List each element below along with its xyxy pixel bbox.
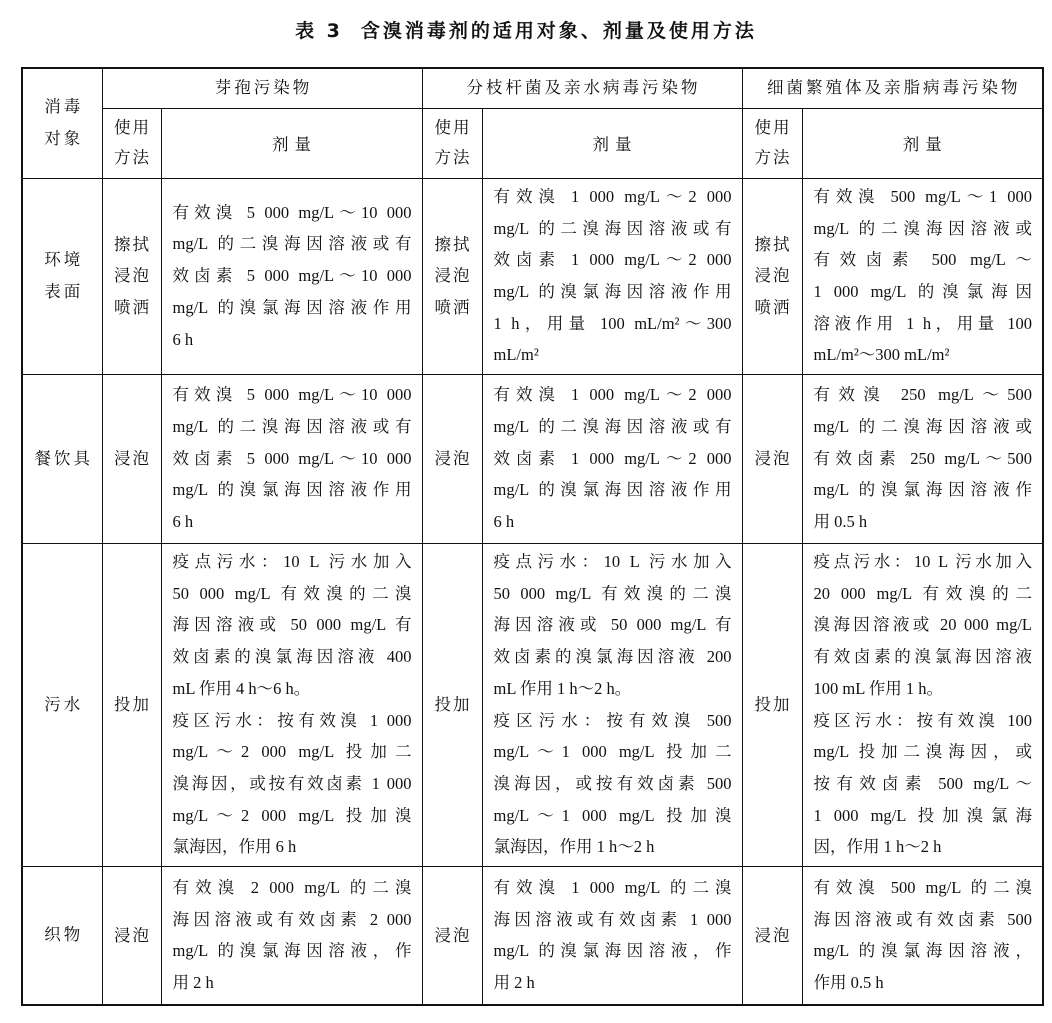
header-group-bacteria-lipophilic-virus: 细菌繁殖体及亲脂病毒污染物 [742, 68, 1043, 108]
dosage-text-line: 20 000 mg/L 有效溴的二 [813, 583, 1032, 603]
dosage-text-line: 有效溴 1 000 mg/L～2 000 [493, 186, 732, 206]
usage-method-cell-bacteria-lipophilic-virus [742, 178, 802, 374]
dosage-text-line: 有效溴 500 mg/L～1 000 [813, 186, 1032, 206]
dosage-text-line: 海因溶液或 50 000 mg/L 有 [172, 615, 412, 635]
dosage-text-line: 有效溴 2 000 mg/L 的二溴 [172, 877, 412, 897]
disinfection-object-text: 污水 [44, 694, 84, 714]
dosage-text-line: mg/L 的二溴海因溶液或有 [493, 416, 732, 436]
table-row [22, 374, 1043, 543]
dosage-text-line: 有效卤素的溴氯海因溶液 [813, 647, 1032, 667]
usage-method-cell-spore [102, 374, 161, 543]
header-method-label-line: 方法 [434, 148, 472, 167]
dosage-paragraph [173, 546, 412, 705]
disinfection-object-text: 织物 [44, 925, 84, 945]
disinfection-object-text: 表面 [44, 282, 84, 301]
dosage-text-line: 效卤素的溴氯海因溶液 400 [172, 647, 412, 667]
dosage-text-line: mg/L 的溴氯海因溶液， [813, 941, 1032, 961]
dosage-text-line: mg/L 的二溴海因溶液或有 [172, 234, 412, 254]
dosage-text-line: mg/L～1 000 mg/L 投加二 [493, 742, 732, 762]
dosage-text-line: 作用 0.5 h [813, 972, 884, 992]
dosage-text-line: mg/L～2 000 mg/L 投加溴 [172, 805, 412, 825]
dosage-paragraph [814, 546, 1033, 705]
usage-method-cell-spore [102, 178, 161, 374]
dosage-text-line: 效卤素 5 000 mg/L～10 000 [172, 266, 412, 286]
header-group-mycobacteria-hydrophilic-virus: 分枝杆菌及亲水病毒污染物 [422, 68, 742, 108]
usage-method-text: 浸泡 [114, 925, 151, 945]
usage-method-text: 喷洒 [754, 297, 792, 317]
usage-method-text: 浸泡 [754, 266, 792, 286]
disinfection-object-text: 环境 [44, 250, 84, 269]
dosage-text-line: 疫区污水：按有效溴 100 [813, 710, 1032, 730]
usage-method-cell-mycobacteria-hydrophilic-virus [422, 374, 482, 543]
dosage-text-line: 6 h [493, 512, 515, 532]
header-method-label-line: 使用 [114, 118, 151, 137]
dosage-text-line: mg/L 的溴氯海因溶液作 [813, 480, 1032, 500]
dosage-text-line: mg/L 的二溴海因溶液或 [813, 218, 1032, 238]
dosage-text-line: mg/L 的溴氯海因溶液作用 [172, 297, 412, 317]
dosage-text-line: 溴海因，或按有效卤素 1 000 [172, 773, 412, 793]
dosage-text-line: 50 000 mg/L 有效溴的二溴 [172, 583, 412, 603]
table-row [22, 178, 1043, 374]
dosage-cell-bacteria-lipophilic-virus [802, 866, 1043, 1005]
header-group-spore: 芽孢污染物 [102, 68, 422, 108]
usage-method-text: 擦拭 [754, 234, 792, 254]
disinfection-object-cell [22, 866, 102, 1005]
dosage-text-line: 有效溴 1 000 mg/L～2 000 [493, 385, 732, 405]
dosage-text-line: 1 000 mg/L 的溴氯海因 [813, 282, 1032, 301]
header-method-label-line: 使用 [754, 118, 792, 137]
disinfection-object-cell [22, 178, 102, 374]
dosage-text-line: 疫点污水：10 L 污水加入 [172, 551, 412, 571]
table-row [22, 866, 1043, 1005]
header-usage-method [102, 108, 161, 178]
dosage-text-line: mg/L 的二溴海因溶液或 [813, 416, 1032, 436]
dosage-text-line: mg/L 的溴氯海因溶液作用 [172, 480, 412, 500]
dosage-text-line: 按有效卤素 500 mg/L～ [813, 773, 1032, 793]
dosage-text-line: mg/L～1 000 mg/L 投加溴 [493, 805, 732, 825]
usage-method-text: 浸泡 [114, 448, 151, 468]
table-caption [0, 17, 1052, 45]
table-row [22, 543, 1043, 866]
dosage-paragraph [173, 872, 412, 999]
dosage-text-line: 效卤素的溴氯海因溶液 200 [493, 647, 732, 667]
dosage-text-line: 1 000 mg/L 投加溴氯海 [813, 805, 1032, 825]
dosage-paragraph [814, 872, 1033, 999]
dosage-cell-bacteria-lipophilic-virus [802, 543, 1043, 866]
dosage-paragraph [173, 379, 412, 538]
dosage-cell-mycobacteria-hydrophilic-virus [482, 866, 742, 1005]
dosage-text-line: mg/L 的溴氯海因溶液，作 [172, 941, 412, 961]
dosage-paragraph [494, 181, 732, 371]
dosage-text-line: mL/m²～300 mL/m² [813, 345, 950, 365]
dosage-text-line: 用 2 h [172, 972, 214, 992]
usage-method-cell-bacteria-lipophilic-virus [742, 543, 802, 866]
usage-method-text: 浸泡 [434, 266, 472, 286]
dosage-text-line: mL 作用 1 h～2 h。 [493, 678, 632, 698]
header-method-label-line: 方法 [754, 148, 792, 167]
header-method-label-line: 方法 [114, 148, 151, 167]
dosage-paragraph [494, 872, 732, 999]
dosage-paragraph [173, 705, 412, 864]
table-number: 表 3 [295, 20, 343, 42]
usage-method-text: 擦拭 [434, 234, 472, 254]
dosage-text-line: mg/L 的溴氯海因溶液作用 [493, 480, 732, 500]
dosage-text-line: 用 2 h [493, 972, 535, 992]
dosage-text-line: 有效溴 250 mg/L～500 [813, 385, 1032, 405]
dosage-text-line: mg/L 投加二溴海因，或 [813, 742, 1032, 762]
header-method-label-line: 使用 [434, 118, 472, 137]
usage-method-cell-spore [102, 866, 161, 1005]
usage-method-text: 擦拭 [114, 234, 151, 254]
disinfection-object-text: 餐饮具 [34, 448, 93, 468]
dosage-text-line: 有效卤素 500 mg/L～ [813, 250, 1032, 270]
dosage-paragraph [814, 181, 1033, 371]
dosage-paragraph [814, 705, 1033, 864]
usage-method-text: 投加 [754, 694, 792, 714]
table-header [22, 68, 1043, 178]
dosage-text-line: mg/L 的溴氯海因溶液，作 [493, 941, 732, 961]
usage-method-text: 投加 [434, 694, 472, 714]
header-usage-method [742, 108, 802, 178]
dosage-text-line: 有效溴 5 000 mg/L～10 000 [172, 202, 412, 222]
dosage-text-line: mL 作用 4 h～6 h。 [172, 678, 311, 698]
dosage-paragraph [494, 546, 732, 705]
usage-method-text: 浸泡 [754, 925, 792, 945]
dosage-paragraph [494, 705, 732, 864]
dosage-text-line: 海因溶液或有效卤素 1 000 [493, 909, 732, 929]
dosage-cell-mycobacteria-hydrophilic-virus [482, 178, 742, 374]
dosage-text-line: 海因溶液或有效卤素 500 [813, 909, 1032, 929]
dosage-text-line: 海因溶液或 50 000 mg/L 有 [493, 615, 732, 635]
dosage-cell-spore [161, 374, 422, 543]
dosage-text-line: mL/m² [493, 345, 539, 365]
dosage-text-line: 疫点污水：10 L 污水加入 [813, 551, 1032, 571]
usage-method-cell-bacteria-lipophilic-virus [742, 866, 802, 1005]
dosage-cell-bacteria-lipophilic-virus [802, 374, 1043, 543]
dosage-text-line: 因，作用 1 h～2 h [813, 837, 942, 857]
table-title: 含溴消毒剂的适用对象、剂量及使用方法 [360, 20, 757, 42]
usage-method-cell-mycobacteria-hydrophilic-virus [422, 178, 482, 374]
dosage-text-line: 氯海因，作用 1 h～2 h [493, 837, 655, 857]
dosage-cell-bacteria-lipophilic-virus [802, 178, 1043, 374]
header-disinfection-object [22, 68, 102, 178]
dosage-text-line: 氯海因，作用 6 h [172, 837, 297, 857]
dosage-text-line: 疫区污水：按有效溴 1 000 [172, 710, 412, 730]
dosage-text-line: 用 0.5 h [813, 512, 868, 532]
bromine-disinfectant-table [21, 67, 1044, 1006]
usage-method-text: 投加 [114, 694, 151, 714]
dosage-paragraph [814, 379, 1033, 538]
header-dosage: 剂量 [482, 108, 742, 178]
dosage-cell-spore [161, 866, 422, 1005]
header-usage-method [422, 108, 482, 178]
dosage-text-line: 溴海因，或按有效卤素 500 [493, 773, 732, 793]
dosage-cell-mycobacteria-hydrophilic-virus [482, 543, 742, 866]
dosage-text-line: 有效溴 500 mg/L 的二溴 [813, 877, 1032, 897]
usage-method-cell-mycobacteria-hydrophilic-virus [422, 543, 482, 866]
header-object-label-line: 对象 [44, 129, 84, 149]
dosage-text-line: 溶液作用 1 h，用量 100 [813, 313, 1032, 333]
usage-method-text: 浸泡 [114, 266, 151, 286]
usage-method-cell-mycobacteria-hydrophilic-virus [422, 866, 482, 1005]
usage-method-cell-bacteria-lipophilic-virus [742, 374, 802, 543]
dosage-text-line: mg/L 的二溴海因溶液或有 [493, 218, 732, 238]
dosage-text-line: mg/L 的二溴海因溶液或有 [172, 416, 412, 436]
dosage-text-line: 效卤素 5 000 mg/L～10 000 [172, 448, 412, 468]
dosage-text-line: 100 mL 作用 1 h。 [813, 678, 944, 698]
header-row-subcolumns [22, 108, 1043, 178]
dosage-text-line: 6 h [172, 512, 194, 532]
header-row-groups [22, 68, 1043, 108]
header-dosage: 剂量 [161, 108, 422, 178]
dosage-text-line: 疫区污水：按有效溴 500 [493, 710, 732, 730]
usage-method-text: 浸泡 [434, 925, 472, 945]
dosage-text-line: 1 h，用量 100 mL/m²～300 [493, 313, 732, 333]
dosage-text-line: 效卤素 1 000 mg/L～2 000 [493, 250, 732, 270]
dosage-text-line: 6 h [172, 329, 194, 349]
disinfection-object-cell [22, 543, 102, 866]
dosage-text-line: 有效溴 1 000 mg/L 的二溴 [493, 877, 732, 897]
header-object-label-line: 消毒 [44, 97, 84, 117]
disinfection-object-cell [22, 374, 102, 543]
dosage-text-line: 效卤素 1 000 mg/L～2 000 [493, 448, 732, 468]
dosage-paragraph [494, 379, 732, 538]
usage-method-text: 浸泡 [434, 448, 472, 468]
dosage-cell-spore [161, 543, 422, 866]
dosage-cell-spore [161, 178, 422, 374]
usage-method-text: 喷洒 [114, 297, 151, 317]
dosage-text-line: mg/L～2 000 mg/L 投加二 [172, 742, 412, 762]
dosage-text-line: 50 000 mg/L 有效溴的二溴 [493, 583, 732, 603]
usage-method-cell-spore [102, 543, 161, 866]
dosage-text-line: 有效卤素 250 mg/L～500 [813, 448, 1032, 468]
table-body [22, 178, 1043, 1005]
dosage-text-line: 溴海因溶液或 20 000 mg/L [813, 615, 1032, 635]
dosage-text-line: mg/L 的溴氯海因溶液作用 [493, 282, 732, 301]
dosage-paragraph [173, 197, 412, 356]
dosage-text-line: 有效溴 5 000 mg/L～10 000 [172, 385, 412, 405]
header-dosage: 剂量 [802, 108, 1043, 178]
usage-method-text: 喷洒 [434, 297, 472, 317]
dosage-text-line: 海因溶液或有效卤素 2 000 [172, 909, 412, 929]
dosage-text-line: 疫点污水：10 L 污水加入 [493, 551, 732, 571]
dosage-cell-mycobacteria-hydrophilic-virus [482, 374, 742, 543]
usage-method-text: 浸泡 [754, 448, 792, 468]
